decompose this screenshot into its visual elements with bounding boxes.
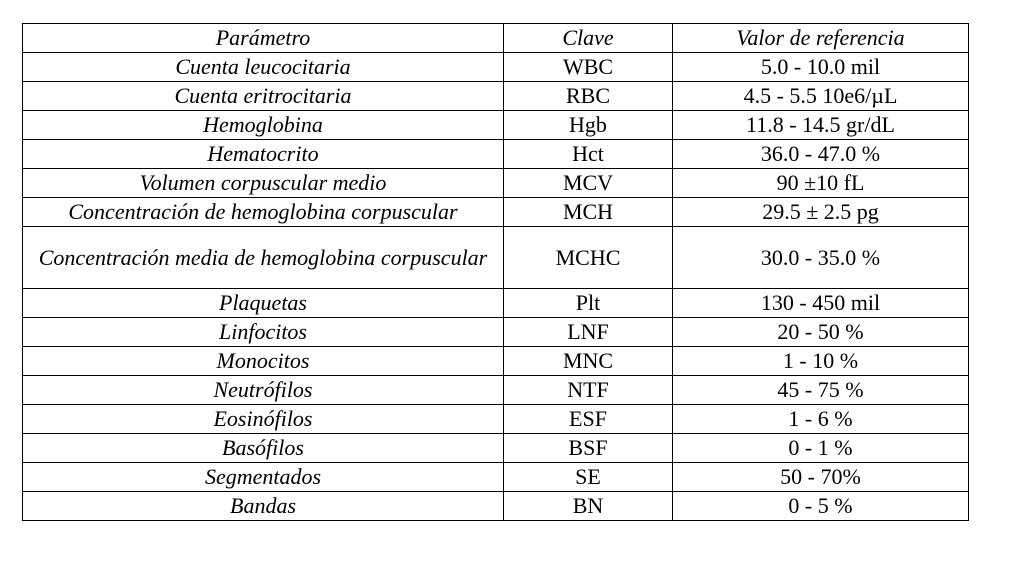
table-row [23,347,969,376]
value-cell: 130 - 450 mil [673,289,969,318]
table-row [23,318,969,347]
table-row [23,140,969,169]
key-cell: ESF [504,405,673,434]
parameter-cell: Linfocitos [23,318,504,347]
table-row [23,434,969,463]
header-clave: Clave [504,24,673,53]
header-valor-referencia: Valor de referencia [673,24,969,53]
parameter-cell: Basófilos [23,434,504,463]
key-cell: SE [504,463,673,492]
value-cell: 90 ±10 fL [673,169,969,198]
key-cell: Hct [504,140,673,169]
table-row [23,198,969,227]
parameter-cell: Cuenta leucocitaria [23,53,504,82]
parameter-cell: Segmentados [23,463,504,492]
table-row [23,492,969,521]
table-row [23,289,969,318]
parameter-cell: Concentración media de hemoglobina corpuscular [23,227,504,289]
value-cell: 20 - 50 % [673,318,969,347]
parameter-cell: Eosinófilos [23,405,504,434]
value-cell: 1 - 6 % [673,405,969,434]
parameter-cell: Hematocrito [23,140,504,169]
key-cell: MCHC [504,227,673,289]
header-parametro: Parámetro [23,24,504,53]
table-row [23,53,969,82]
key-cell: BSF [504,434,673,463]
reference-values-table [22,23,969,521]
value-cell: 5.0 - 10.0 mil [673,53,969,82]
table-row [23,463,969,492]
key-cell: Hgb [504,111,673,140]
key-cell: MNC [504,347,673,376]
value-cell: 45 - 75 % [673,376,969,405]
value-cell: 30.0 - 35.0 % [673,227,969,289]
value-cell: 50 - 70% [673,463,969,492]
parameter-cell: Neutrófilos [23,376,504,405]
value-cell: 11.8 - 14.5 gr/dL [673,111,969,140]
table-row [23,169,969,198]
table-row [23,227,969,289]
value-cell: 1 - 10 % [673,347,969,376]
table-row [23,376,969,405]
table-header-row [23,24,969,53]
key-cell: NTF [504,376,673,405]
table-row [23,405,969,434]
parameter-cell: Volumen corpuscular medio [23,169,504,198]
parameter-cell: Plaquetas [23,289,504,318]
parameter-cell: Bandas [23,492,504,521]
value-cell: 29.5 ± 2.5 pg [673,198,969,227]
table-row [23,82,969,111]
key-cell: WBC [504,53,673,82]
key-cell: Plt [504,289,673,318]
parameter-cell: Concentración de hemoglobina corpuscular [23,198,504,227]
parameter-cell: Hemoglobina [23,111,504,140]
value-cell: 0 - 5 % [673,492,969,521]
value-cell: 36.0 - 47.0 % [673,140,969,169]
parameter-cell: Cuenta eritrocitaria [23,82,504,111]
value-cell: 0 - 1 % [673,434,969,463]
key-cell: BN [504,492,673,521]
table-row [23,111,969,140]
key-cell: MCV [504,169,673,198]
key-cell: LNF [504,318,673,347]
parameter-cell: Monocitos [23,347,504,376]
value-cell: 4.5 - 5.5 10e6/µL [673,82,969,111]
key-cell: RBC [504,82,673,111]
key-cell: MCH [504,198,673,227]
